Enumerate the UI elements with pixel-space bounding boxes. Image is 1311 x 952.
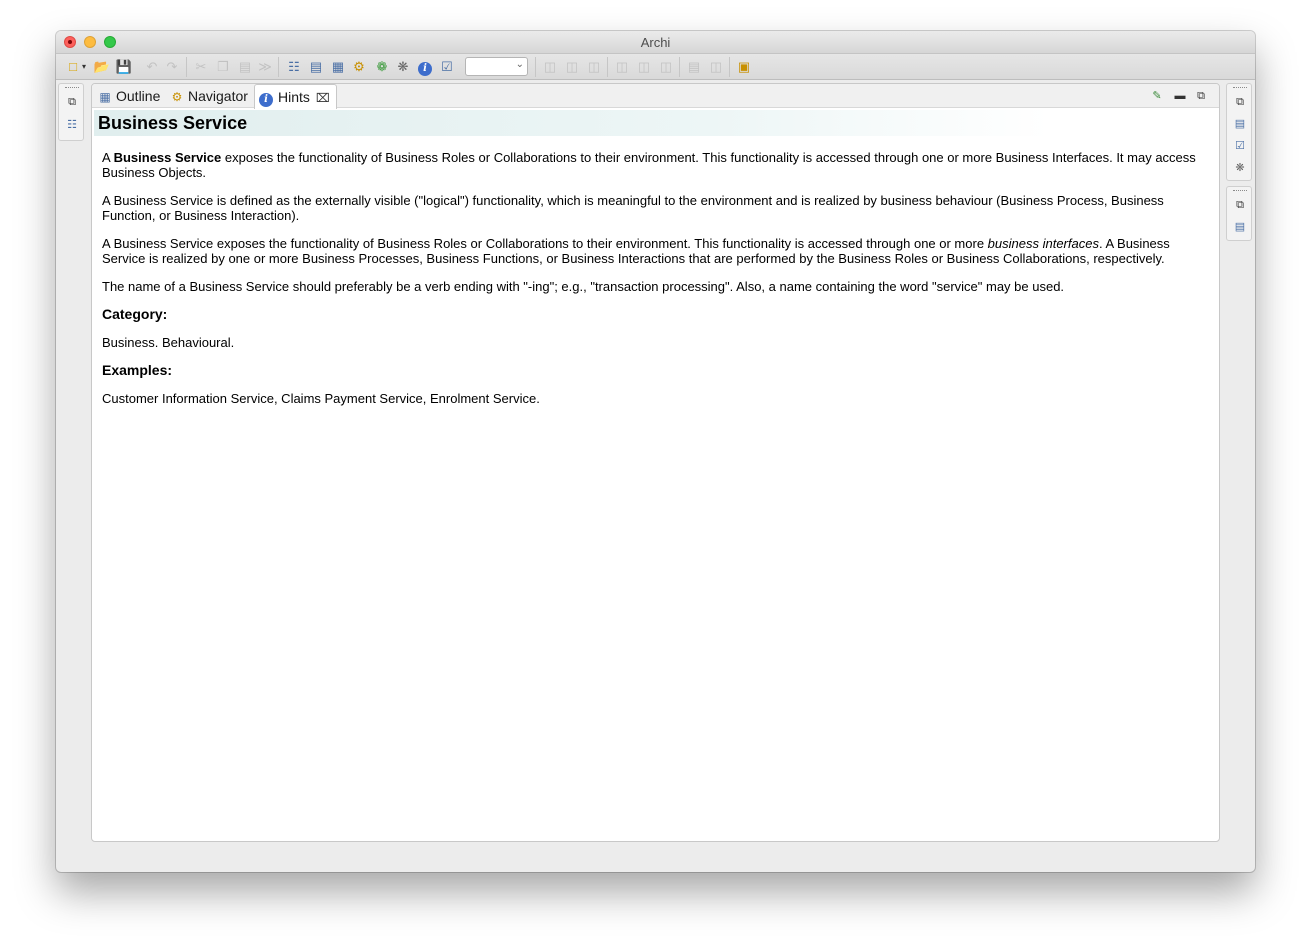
tab-label: Outline [116, 88, 161, 104]
bold-term: Business Service [113, 150, 222, 165]
copy-icon[interactable]: ❐ [217, 59, 229, 74]
palette-icon[interactable]: ❁ [376, 59, 388, 74]
drag-handle[interactable] [1233, 190, 1247, 192]
maximize-view-icon[interactable]: ⧉ [1197, 90, 1205, 102]
view-tab-bar [92, 84, 1219, 108]
pin-icon[interactable]: ✎ [1152, 90, 1162, 102]
cut-icon[interactable]: ✂ [195, 59, 207, 74]
restore-icon[interactable]: ⧉ [1236, 199, 1244, 211]
properties-icon[interactable]: ▤ [309, 59, 323, 74]
new-icon[interactable]: □ [69, 59, 77, 74]
paste-icon[interactable]: ▤ [238, 59, 252, 74]
toolbar-separator [186, 57, 187, 77]
paragraph-1 [102, 150, 1207, 180]
undo-icon[interactable]: ↶ [146, 59, 158, 74]
title-bar [56, 31, 1255, 54]
navigator-icon[interactable]: ⚙ [353, 59, 365, 74]
right-trim-stack-top [1226, 83, 1252, 181]
align-middle-icon[interactable]: ◫ [637, 59, 651, 74]
examples-text: Customer Information Service, Claims Payment Service, Enrolment Service. [102, 391, 540, 406]
restore-icon[interactable]: ⧉ [68, 96, 76, 108]
tab-outline[interactable] [97, 84, 160, 108]
match-width-icon[interactable]: ▤ [687, 59, 701, 74]
open-icon[interactable]: 📂 [93, 59, 111, 74]
info-icon: i [259, 93, 273, 107]
hint-header [94, 110, 1218, 136]
magic-connector-icon[interactable]: ❋ [397, 59, 409, 74]
zoom-combo[interactable] [465, 57, 528, 76]
palette-view-icon[interactable]: ▤ [1234, 221, 1246, 233]
drag-handle[interactable] [1233, 87, 1247, 89]
text: A Business Service exposes the functionality of Business Roles or Collaborations to their environment. This functionality is accessed through one or more [102, 236, 988, 251]
text: A [102, 150, 114, 165]
navigator-icon: ⚙ [171, 90, 183, 104]
tab-label: Navigator [188, 88, 248, 104]
properties-icon[interactable]: ▤ [1234, 118, 1246, 130]
model-tree-icon[interactable]: ☷ [288, 59, 300, 74]
outline-icon[interactable]: ▦ [331, 59, 345, 74]
category-text: Business. Behavioural. [102, 335, 235, 350]
align-center-icon[interactable]: ◫ [565, 59, 579, 74]
hints-panel [91, 83, 1220, 842]
tab-navigator[interactable] [169, 84, 248, 108]
format-painter-icon[interactable]: ▣ [737, 59, 751, 74]
toolbar-separator [679, 57, 680, 77]
toolbar-separator [729, 57, 730, 77]
validate-icon[interactable]: ☑ [441, 59, 453, 74]
save-icon[interactable]: 💾 [115, 59, 133, 74]
window-title: Archi [640, 35, 671, 50]
left-trim-stack [58, 83, 84, 141]
drag-handle[interactable] [65, 87, 79, 89]
validate-icon[interactable]: ☑ [1235, 140, 1245, 152]
hints-icon[interactable]: i [416, 58, 434, 76]
restore-icon[interactable]: ⧉ [1236, 96, 1244, 108]
align-bottom-icon[interactable]: ◫ [659, 59, 673, 74]
main-toolbar [56, 54, 1255, 80]
model-tree-icon[interactable]: ☷ [67, 119, 77, 131]
new-dropdown-icon[interactable]: ▾ [81, 62, 86, 71]
chevron-down-icon: ⌄ [515, 59, 524, 70]
italic-term: business interfaces [987, 236, 1099, 251]
examples-heading: Examples: [102, 362, 173, 378]
hint-content [102, 150, 1207, 419]
paragraph-2: A Business Service is defined as the externally visible ("logical") functionality, which is meaningful to the environment and is realized by business behaviour (Business Process, Business Function, or Business Interaction). [102, 193, 1164, 223]
toolbar-separator [607, 57, 608, 77]
match-height-icon[interactable]: ◫ [709, 59, 723, 74]
delete-icon[interactable]: ≫ [258, 59, 272, 74]
paragraph-3 [102, 236, 1207, 266]
toolbar-separator [535, 57, 536, 77]
right-trim-stack-bottom [1226, 186, 1252, 241]
paragraph-4: The name of a Business Service should preferably be a verb ending with "-ing"; e.g., "transaction processing". Also, a name containing the word "service" may be used. [102, 279, 1065, 294]
app-window [56, 31, 1255, 872]
toolbar-separator [278, 57, 279, 77]
outline-icon: ▦ [99, 90, 111, 104]
minimize-view-icon[interactable]: ▬ [1174, 90, 1186, 102]
tab-hints[interactable] [254, 84, 337, 109]
hint-title: Business Service [98, 113, 248, 133]
align-top-icon[interactable]: ◫ [615, 59, 629, 74]
close-tab-icon[interactable]: ⌧ [315, 91, 330, 105]
text: exposes the functionality of Business Roles or Collaborations to their environment. This functionality is accessed through one or more Business Interfaces. It may access Business Objects. [102, 150, 1196, 180]
align-left-icon[interactable]: ◫ [543, 59, 557, 74]
text: . A Business Service is realized by one or more Business Processes, Business Functions, or Business Interactions that are performed by the Business Roles or Business Collaborations, respectively. [102, 236, 1170, 266]
category-heading: Category: [102, 306, 168, 322]
redo-icon[interactable]: ↷ [166, 59, 178, 74]
align-right-icon[interactable]: ◫ [587, 59, 601, 74]
tab-label: Hints [278, 89, 310, 105]
magic-connector-icon[interactable]: ❋ [1235, 162, 1245, 174]
